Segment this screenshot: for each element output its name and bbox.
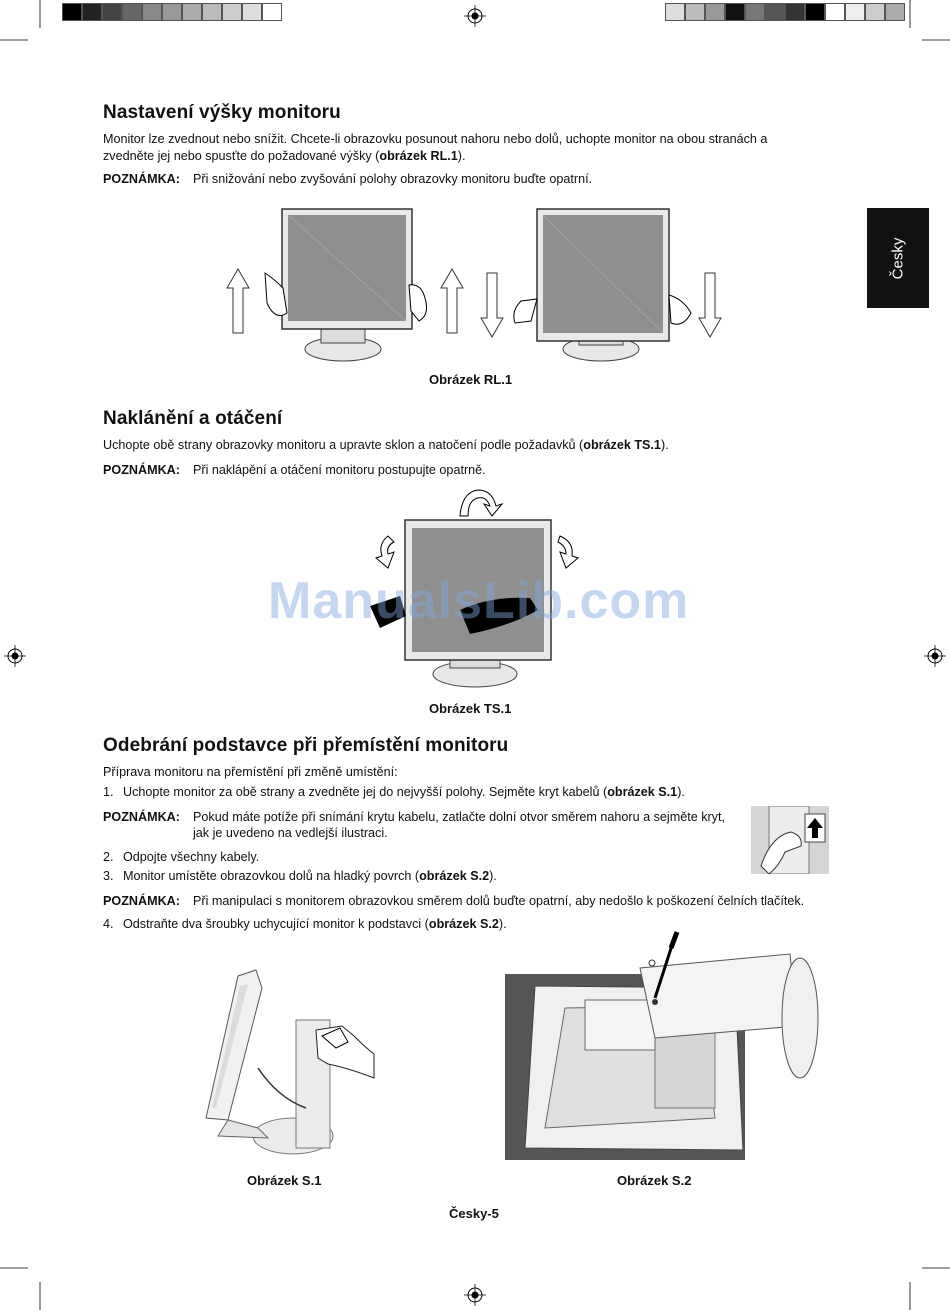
removal-intro: Příprava monitoru na přemístění při změně umístění: [103,765,398,779]
registration-mark-bottom-icon [464,1284,486,1306]
registration-mark-right-icon [924,645,946,667]
note-text-line2: jak je uvedeno na vedlejší ilustraci. [193,826,388,840]
monitor-right-illustration [537,209,669,361]
section-title-removal: Odebrání podstavce při přemístění monitoru [103,735,509,756]
section-title-tilt: Naklánění a otáčení [103,408,283,429]
tilt-note [103,462,486,478]
arrow-down-icon [699,273,721,337]
registration-mark-left-icon [4,645,26,667]
caption-s2: Obrázek S.2 [617,1173,692,1188]
watermark: ManualsLib.com [268,572,690,630]
tilt-body: Uchopte obě strany obrazovky monitoru a upravte sklon a natočení podle požadavků (obrázek TS.1). [103,438,669,452]
section-title-height: Nastavení výšky monitoru [103,102,341,123]
rotate-arrow-icon [460,490,502,516]
note-label: POZNÁMKA: [103,172,180,186]
note-label: POZNÁMKA: [103,463,180,477]
figure-ref-s2: obrázek S.2 [428,917,499,931]
caption-ts1: Obrázek TS.1 [429,701,512,716]
tilt-arrow-right-icon [558,536,578,568]
figure-s1-illustration [198,968,378,1160]
hand-right-icon [669,295,691,324]
height-body [103,131,843,165]
screw-icon [652,999,658,1005]
screw-icon [649,960,655,966]
figure-ref-s1: obrázek S.1 [607,785,678,799]
note-text: Při naklápění a otáčení monitoru postupujte opatrně. [193,463,486,477]
figure-rl1-illustration [225,203,725,368]
language-tab-label: Česky [889,237,907,279]
height-body-line1: Monitor lze zvednout nebo snížit. Chcete-li obrazovku posunout nahoru nebo dolů, uchopte monitor na obou stranách a [103,132,768,146]
registration-mark-top-icon [464,5,486,27]
hand-left-icon [514,299,537,323]
removal-step-2: 2. Odpojte všechny kabely. [103,850,260,864]
tilt-arrow-left-icon [376,536,394,568]
monitor-left-illustration [282,209,412,361]
arrow-up-icon [441,269,463,333]
cable-cover-illustration [751,806,829,874]
figure-ref-rl1: obrázek RL.1 [379,149,458,163]
figure-ref-ts1: obrázek TS.1 [583,438,661,452]
height-note [103,171,592,187]
figure-ref-s2: obrázek S.2 [419,869,490,883]
height-body-line2: zvedněte jej nebo spusťte do požadované výšky (obrázek RL.1). [103,149,466,163]
arrow-down-icon [481,273,503,337]
language-tab [867,208,929,308]
caption-rl1: Obrázek RL.1 [429,372,513,387]
removal-step-4: 4. Odstraňte dva šroubky uchycující monitor k podstavci (obrázek S.2). [103,917,507,931]
note-label: POZNÁMKA: [103,894,180,908]
removal-step-1: 1. Uchopte monitor za obě strany a zvedněte jej do nejvyšší polohy. Sejměte kryt kabelů (obrázek S.1). [103,785,685,799]
note-text-line1: Pokud máte potíže při snímání krytu kabelu, zatlačte dolní otvor směrem nahoru a sejměte kryt, [193,810,725,824]
removal-note-2 [103,893,804,909]
figure-s2-illustration [505,928,820,1160]
caption-s1: Obrázek S.1 [247,1173,322,1188]
arrow-up-icon [227,269,249,333]
note-label: POZNÁMKA: [103,810,180,824]
removal-note-1 [103,809,753,841]
removal-step-3: 3. Monitor umístěte obrazovkou dolů na hladký povrch (obrázek S.2). [103,869,497,883]
note-text: Při snižování nebo zvyšování polohy obrazovky monitoru buďte opatrní. [193,172,593,186]
page-number: Česky-5 [449,1206,499,1221]
note-text: Při manipulaci s monitorem obrazovkou směrem dolů buďte opatrní, aby nedošlo k poškození čelních tlačítek. [193,894,805,908]
